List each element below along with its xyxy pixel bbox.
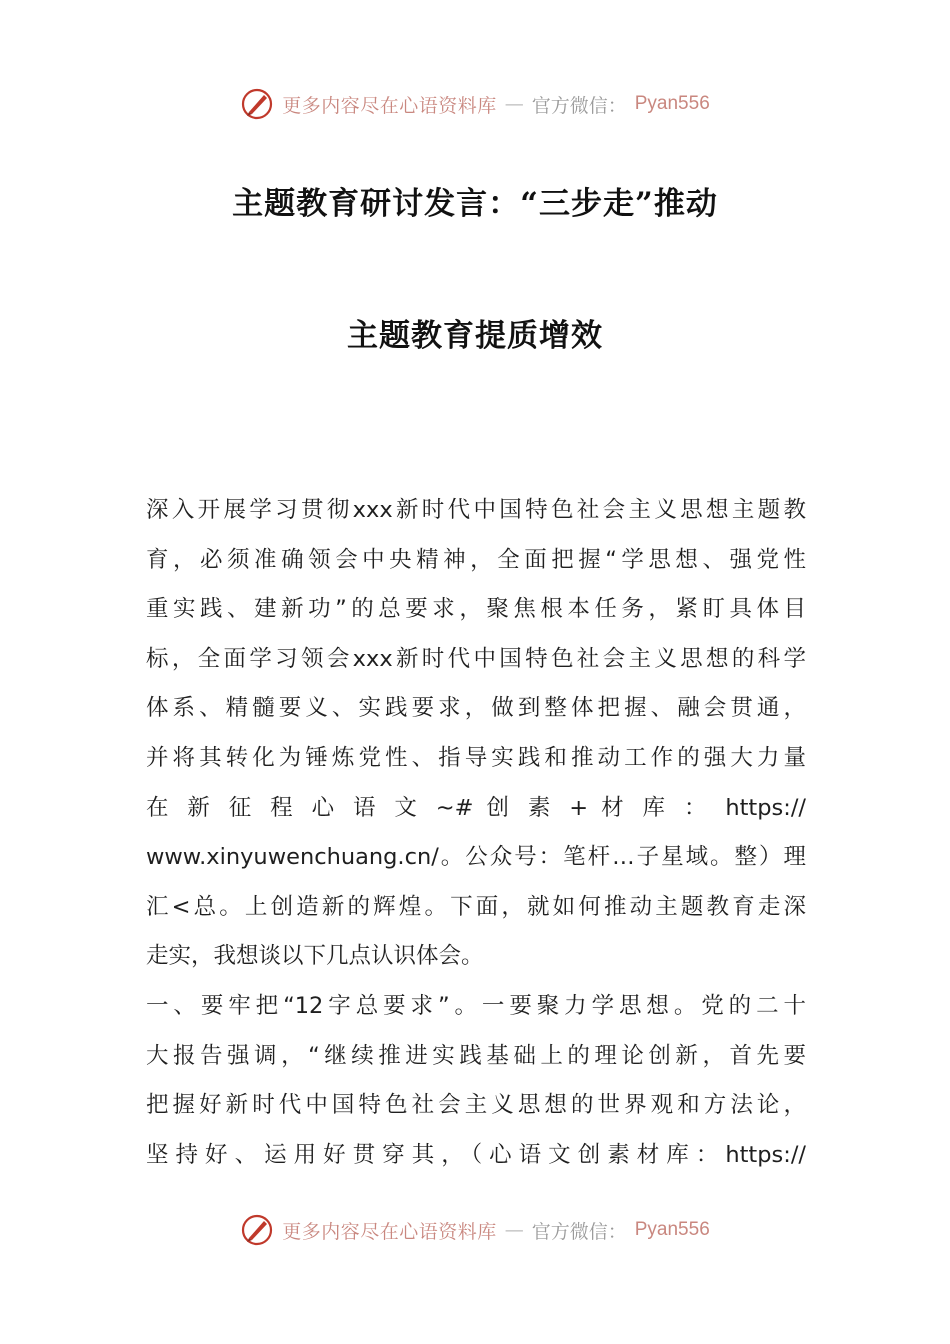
body-line: 深入开展学习贯彻xxx新时代中国特色社会主义思想主题教	[146, 497, 806, 523]
watermark-banner-top	[0, 84, 950, 124]
watermark-account: Pyan556	[634, 93, 710, 114]
quill-pen-icon	[240, 1213, 274, 1247]
watermark-separator: —	[504, 93, 524, 115]
body-paragraphs	[146, 486, 806, 1180]
body-line: 汇<总。上创造新的辉煌。下面，就如何推动主题教育走深	[146, 893, 806, 920]
body-line: 走实，我想谈以下几点认识体会。	[146, 943, 484, 970]
watermark-main-text: 更多内容尽在心语资料库	[282, 1220, 497, 1243]
body-line: www.xinyuwenchuang.cn/。公众号：笔杆…子星域。整）理	[146, 844, 806, 871]
document-title-line-2: 主题教育提质增效	[347, 318, 603, 354]
watermark-separator: —	[504, 1219, 524, 1241]
quill-pen-icon	[240, 87, 274, 121]
body-line: 重实践、建新功”的总要求，聚焦根本任务，紧盯具体目	[146, 596, 806, 623]
body-line: 并将其转化为锤炼党性、指导实践和推动工作的强大力量	[146, 744, 806, 771]
body-line: 一、要牢把“12字总要求”。一要聚力学思想。党的二十	[146, 992, 806, 1019]
body-line: 标，全面学习领会xxx新时代中国特色社会主义思想的科学	[146, 645, 806, 672]
body-line: 在 新 征 程 心 语 文 ~# 创 素 + 材 库 ： https://	[146, 794, 806, 821]
body-line: 体系、精髓要义、实践要求，做到整体把握、融会贯通，	[146, 695, 806, 722]
watermark-wechat-label: 官方微信：	[531, 94, 627, 117]
watermark-wechat-label: 官方微信：	[531, 1220, 627, 1243]
body-line: 坚持好、运用好贯穿其，（心语文创素材库：https://	[146, 1141, 806, 1168]
watermark-account: Pyan556	[634, 1219, 710, 1240]
body-line: 大报告强调，“继续推进实践基础上的理论创新，首先要	[146, 1042, 806, 1069]
body-line: 把握好新时代中国特色社会主义思想的世界观和方法论，	[146, 1092, 806, 1119]
body-line: 育，必须准确领会中央精神，全面把握“学思想、强党性	[146, 546, 806, 573]
watermark-banner-bottom	[0, 1210, 950, 1250]
document-title-line-1: 主题教育研讨发言：“三步走”推动	[232, 186, 718, 222]
watermark-main-text: 更多内容尽在心语资料库	[282, 94, 497, 117]
